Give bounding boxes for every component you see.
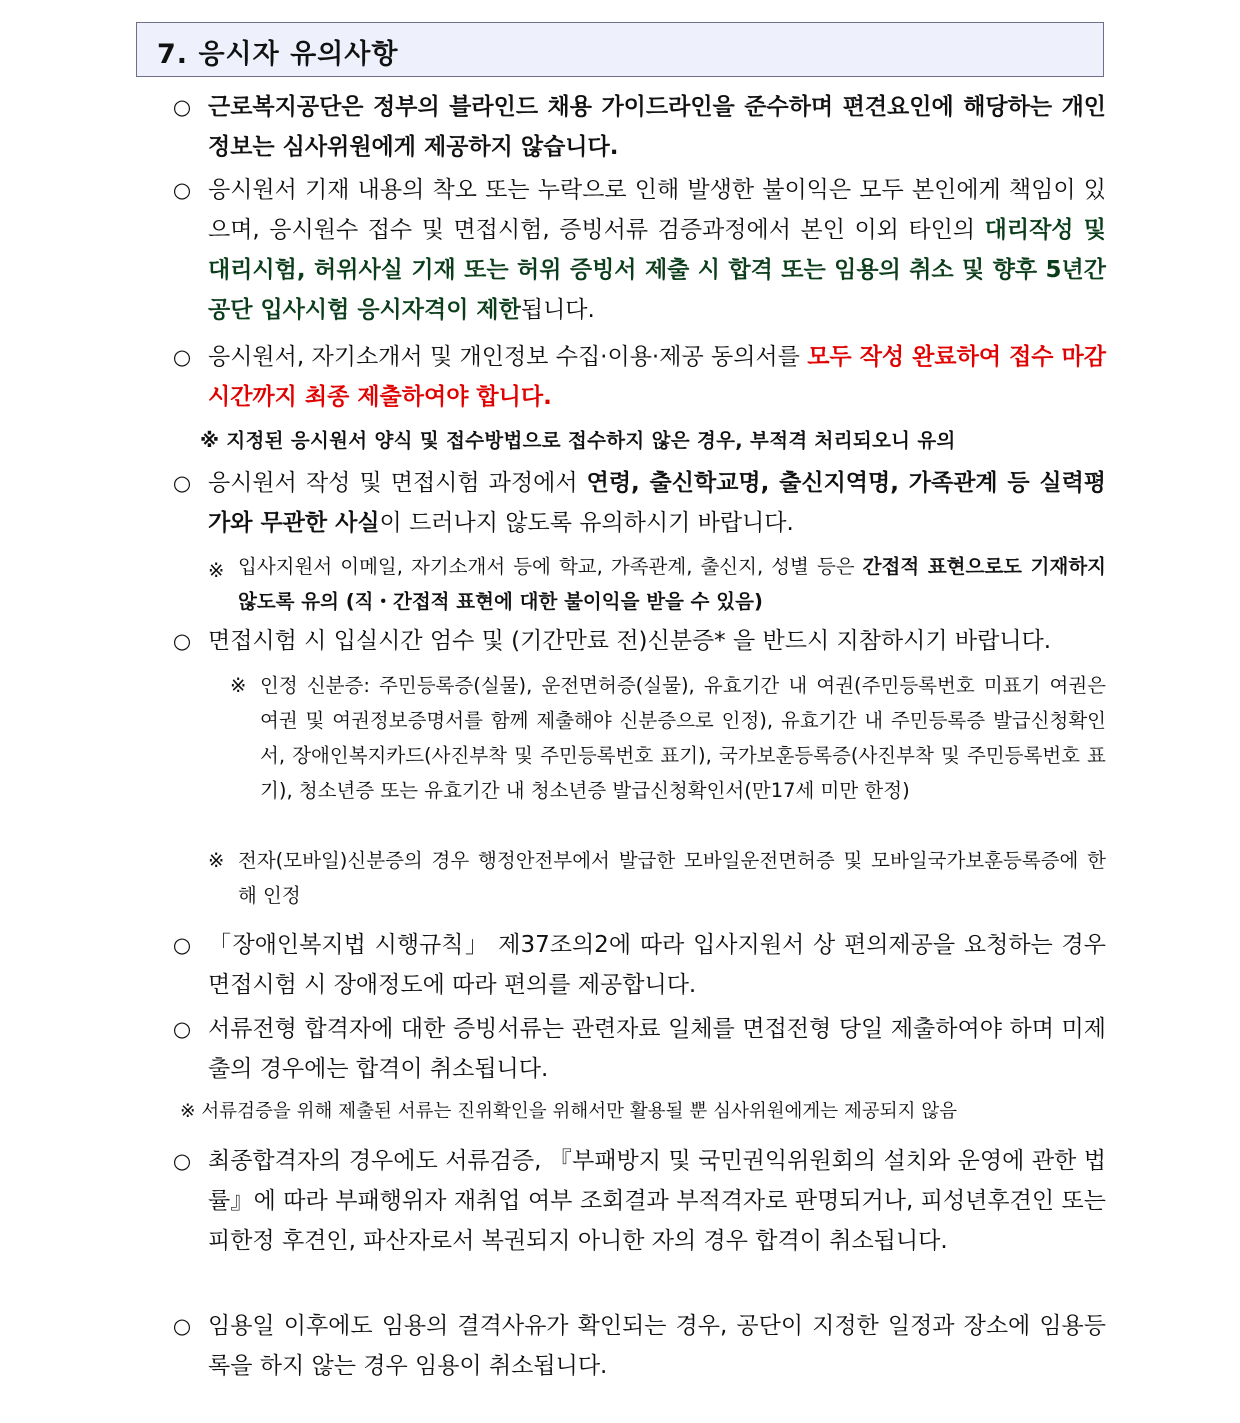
item-emphasis: 연령, 출신학교명, 출신지역명, 가족관계 등 실력평가와 무관한 사실 [208,470,1106,536]
bullet-icon: ○ [172,629,192,653]
note-mobile-id: 전자(모바일)신분증의 경우 행정안전부에서 발급한 모바일운전면허증 및 모바일국가보훈등록증에 한해 인정 [238,849,1106,907]
item-id-card: 면접시험 시 입실시간 엄수 및 (기간만료 전)신분증* 을 반드시 지참하시기 바랍니다. [208,628,1052,654]
item-appointment: 임용일 이후에도 임용의 결격사유가 확인되는 경우, 공단이 지정한 일정과 장소에 임용등록을 하지 않는 경우 임용이 취소됩니다. [208,1313,1106,1379]
note-emphasis: 간접적 표현으로도 기재하지 않도록 유의 (직・간접적 표현에 대한 불이익을 받을 수 있음) [238,555,1106,613]
note-text: 입사지원서 이메일, 자기소개서 등에 학교, 가족관계, 출신지, 성별 등은 [238,555,863,578]
bullet-icon: ○ [172,95,192,119]
section-header [136,22,1104,77]
item-text: 응시원서 작성 및 면접시험 과정에서 [208,470,587,496]
note-bias [238,549,1106,619]
bullet-icon: ○ [172,471,192,495]
item-blind: 근로복지공단은 정부의 블라인드 채용 가이드라인을 준수하며 편견요인에 해당하는 개인정보는 심사위원에게 제공하지 않습니다. [208,94,1106,160]
note-submission: ※ 지정된 응시원서 양식 및 접수방법으로 접수하지 않은 경우, 부적격 처리되오니 유의 [200,429,956,452]
bullet-icon: ○ [172,933,192,957]
note-mark: ※ [230,674,247,697]
bullet-icon: ○ [172,1017,192,1041]
bullet-icon: ○ [172,178,192,202]
note-mark: ※ [208,559,225,582]
item-documents: 서류전형 합격자에 대한 증빙서류는 관련자료 일체를 면접전형 당일 제출하여야 하며 미제출의 경우에는 합격이 취소됩니다. [208,1016,1106,1082]
item-text: 응시원서 기재 내용의 착오 또는 누락으로 인해 발생한 불이익은 모두 본인에게 책임이 있으며, 응시원수 접수 및 면접시험, 증빙서류 검증과정에서 본인 이외 타인의 [208,177,1106,243]
item-submission [208,337,1106,417]
bullet-icon: ○ [172,345,192,369]
item-text: 응시원서, 자기소개서 및 개인정보 수집·이용·제공 동의서를 [208,344,808,370]
item-bias [208,463,1106,543]
note-id-card-list: 인정 신분증: 주민등록증(실물), 운전면허증(실물), 유효기간 내 여권(주민등록번호 미표기 여권은 여권 및 여권정보증명서를 함께 제출해야 신분증으로 인정), 유효기간 내 주민등록증 발급신청확인서, 장애인복지카드(사진부착 및 주민등록번호 표기), 국가보훈등록증(사진부착 및 주민등록번호 표기), 청소년증 또는 유효기간 내 청소년증 발급신청확인서(만17세 미만 한정) [260,674,1106,802]
item-text: 이 드러나지 않도록 유의하시기 바랍니다. [379,510,794,536]
item-emphasis-red: 모두 작성 완료하여 접수 마감시간까지 최종 제출하여야 합니다. [208,344,1106,410]
bullet-icon: ○ [172,1149,192,1173]
note-mark: ※ [208,849,225,872]
item-text: 됩니다. [520,297,595,323]
note-documents: ※ 서류검증을 위해 제출된 서류는 진위확인을 위해서만 활용될 뿐 심사위원에게는 제공되지 않음 [180,1101,958,1122]
item-final: 최종합격자의 경우에도 서류검증, 『부패방지 및 국민권익위원회의 설치와 운영에 관한 법률』에 따라 부패행위자 재취업 여부 조회결과 부적격자로 판명되거나, 피성년후견인 또는 피한정 후견인, 파산자로서 복권되지 아니한 자의 경우 합격이 취소됩니다. [208,1148,1106,1254]
item-responsibility [208,170,1106,330]
item-disability: 「장애인복지법 시행규칙」 제37조의2에 따라 입사지원서 상 편의제공을 요청하는 경우 면접시험 시 장애정도에 따라 편의를 제공합니다. [208,932,1106,998]
section-title: 7. 응시자 유의사항 [157,39,399,70]
bullet-icon: ○ [172,1314,192,1338]
item-emphasis: 대리작성 및 대리시험, 허위사실 기재 또는 허위 증빙서 제출 시 합격 또는 임용의 취소 및 향후 5년간 공단 입사시험 응시자격이 제한 [208,217,1106,323]
